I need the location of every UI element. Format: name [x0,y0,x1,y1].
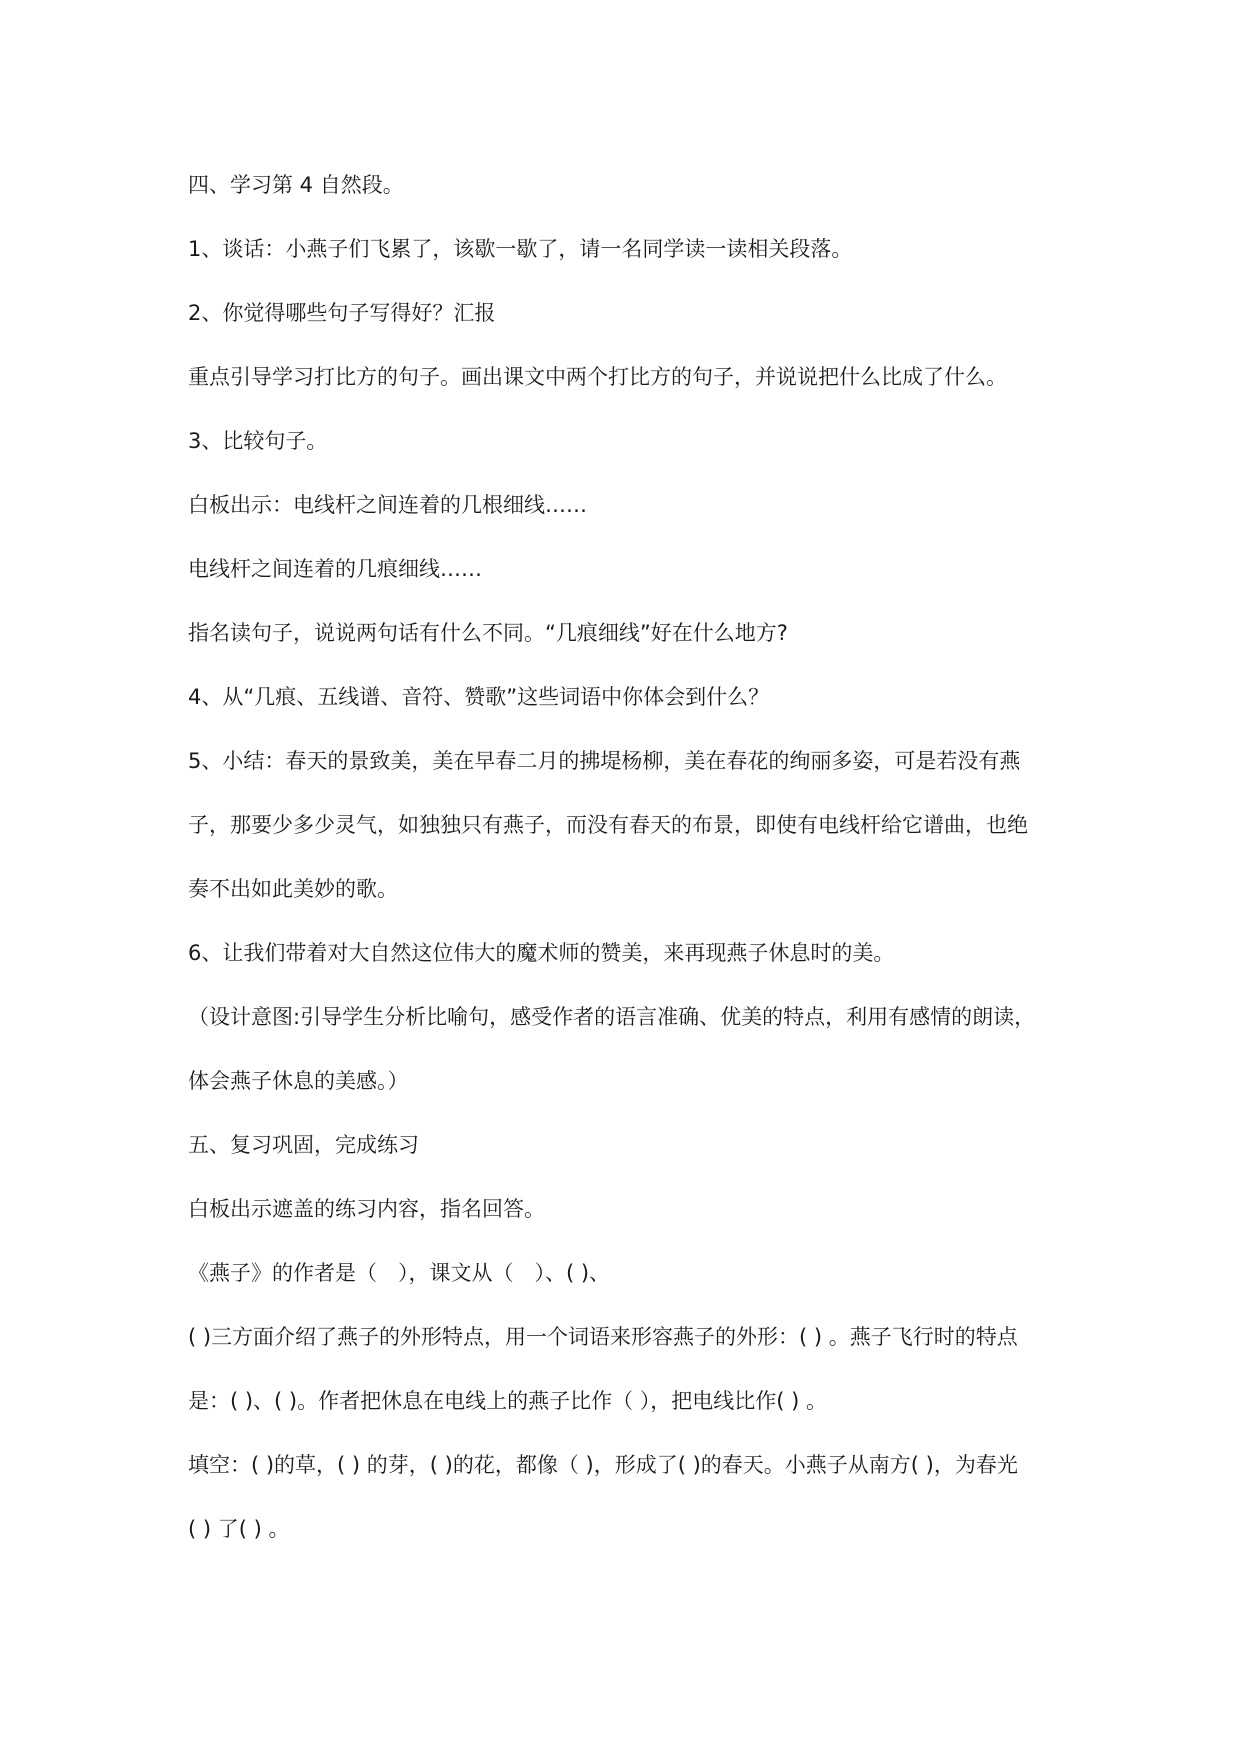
heading-section-four: 四、学习第 4 自然段。 [188,173,404,197]
paragraph-fill-blank-line-1: 填空：( )的草，( ) 的芽，( )的花，都像（ )，形成了( )的春天。小燕子从南方( )，为春光 [188,1453,1018,1477]
paragraph-item-6: 6、让我们带着对大自然这位伟大的魔术师的赞美，来再现燕子休息时的美。 [188,941,895,965]
paragraph-design-line-2: 体会燕子休息的美感。） [188,1069,409,1093]
paragraph-guidance: 重点引导学习打比方的句子。画出课文中两个打比方的句子，并说说把什么比成了什么。 [188,365,1007,389]
paragraph-item-3: 3、比较句子。 [188,429,328,453]
paragraph-item-5-line-3: 奏不出如此美妙的歌。 [188,877,398,901]
paragraph-exercise-intro: 白板出示遮盖的练习内容，指名回答。 [188,1197,545,1221]
paragraph-item-4: 4、从“几痕、五线谱、音符、赞歌”这些词语中你体会到什么？ [188,685,770,709]
paragraph-exercise-line-3: 是：( )、( )。作者把休息在电线上的燕子比作（ ），把电线比作( ) 。 [188,1389,828,1413]
paragraph-whiteboard-2: 电线杆之间连着的几痕细线…… [188,557,482,581]
paragraph-exercise-line-1: 《燕子》的作者是（ ），课文从（ ）、( )、 [188,1261,611,1285]
paragraph-design-line-1: （设计意图:引导学生分析比喻句，感受作者的语言准确、优美的特点，利用有感情的朗读， [188,1005,1036,1029]
heading-section-five: 五、复习巩固，完成练习 [188,1133,419,1157]
paragraph-compare: 指名读句子，说说两句话有什么不同。“几痕细线”好在什么地方? [188,621,788,645]
paragraph-fill-blank-line-2: ( ) 了( ) 。 [188,1517,290,1541]
paragraph-item-1: 1、谈话：小燕子们飞累了，该歇一歇了，请一名同学读一读相关段落。 [188,237,853,261]
paragraph-whiteboard-1: 白板出示：电线杆之间连着的几根细线…… [188,493,587,517]
paragraph-exercise-line-2: ( )三方面介绍了燕子的外形特点，用一个词语来形容燕子的外形：( ) 。燕子飞行时的特点 [188,1325,1018,1349]
paragraph-item-5-line-2: 子，那要少多少灵气，如独独只有燕子，而没有春天的布景，即使有电线杆给它谱曲，也绝 [188,813,1028,837]
paragraph-item-2: 2、你觉得哪些句子写得好？汇报 [188,301,496,325]
paragraph-item-5-line-1: 5、小结：春天的景致美，美在早春二月的拂堤杨柳，美在春花的绚丽多姿，可是若没有燕 [188,749,1021,773]
